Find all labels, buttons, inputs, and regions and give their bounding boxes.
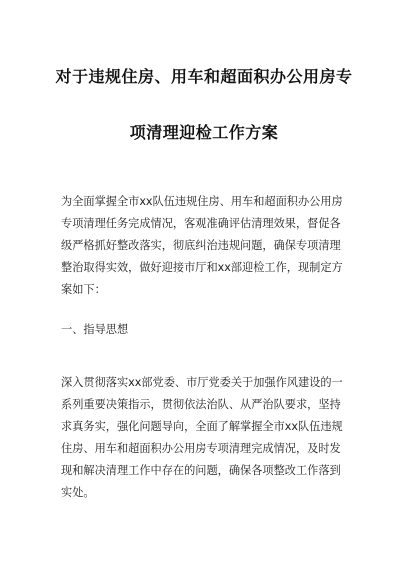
section-heading-guiding-thought: 一、指导思想 bbox=[61, 323, 129, 336]
guiding-line-4: 住房、用车和超面积办公用房专项清理完成情况，及时发 bbox=[61, 442, 341, 455]
guiding-line-3: 求真务实，强化问题导向，全面了解掌握全市xx队伍违规 bbox=[61, 420, 343, 433]
intro-line-5: 案如下： bbox=[61, 283, 106, 296]
intro-line-1: 为全面掌握全市xx队伍违规住房、用车和超面积办公用房 bbox=[61, 195, 343, 208]
document-title-line-1: 对于违规住房、用车和超面积办公用房专 bbox=[55, 67, 353, 86]
intro-line-3: 级严格抓好整改落实，彻底纠治违规问题，确保专项清理 bbox=[61, 239, 341, 252]
intro-paragraph bbox=[61, 191, 351, 301]
document-title-line-2: 项清理迎检工作方案 bbox=[129, 123, 279, 142]
guiding-line-1: 深入贯彻落实xx部党委、市厅党委关于加强作风建设的一 bbox=[61, 376, 343, 389]
intro-line-2: 专项清理任务完成情况，客观准确评估清理效果，督促各 bbox=[61, 217, 341, 230]
guiding-line-2: 系列重要决策指示，贯彻依法治队、从严治队要求，坚持 bbox=[61, 398, 341, 411]
guiding-line-6: 实处。 bbox=[61, 486, 95, 499]
guiding-line-5: 现和解决清理工作中存在的问题，确保各项整改工作落到 bbox=[61, 464, 341, 477]
guiding-thought-paragraph bbox=[61, 372, 351, 504]
intro-line-4: 整治取得实效，做好迎接市厅和xx部迎检工作，现制定方 bbox=[61, 261, 343, 274]
